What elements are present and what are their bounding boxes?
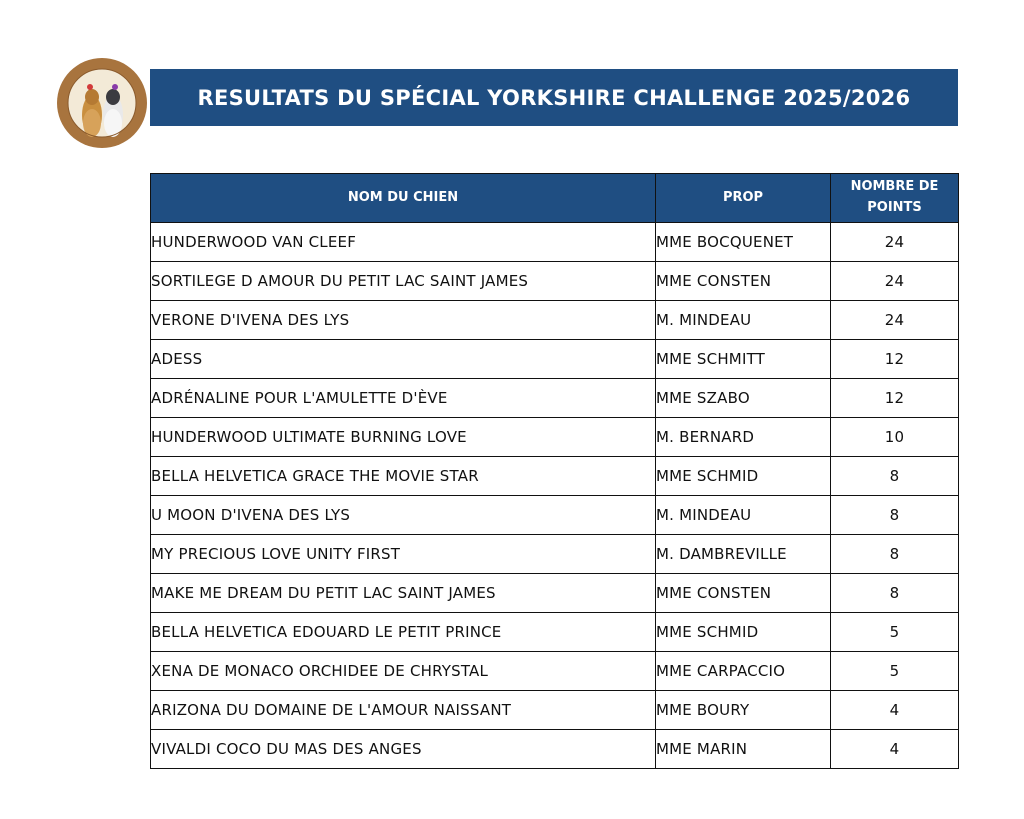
owner-cell: M. MINDEAU xyxy=(656,301,831,340)
table-row xyxy=(151,691,959,730)
dog-name-cell: ARIZONA DU DOMAINE DE L'AMOUR NAISSANT xyxy=(151,691,656,730)
points-cell: 8 xyxy=(831,496,959,535)
yorkshire-terrier-club-logo-icon xyxy=(56,57,148,149)
dog-name-cell: MY PRECIOUS LOVE UNITY FIRST xyxy=(151,535,656,574)
owner-cell: MME SCHMITT xyxy=(656,340,831,379)
table-row xyxy=(151,340,959,379)
column-header-points-line2: POINTS xyxy=(867,200,922,215)
points-cell: 4 xyxy=(831,691,959,730)
points-cell: 5 xyxy=(831,613,959,652)
dog-name-cell: VERONE D'IVENA DES LYS xyxy=(151,301,656,340)
owner-cell: MME CONSTEN xyxy=(656,262,831,301)
points-cell: 24 xyxy=(831,223,959,262)
column-header-dog-name: NOM DU CHIEN xyxy=(151,174,656,223)
points-cell: 8 xyxy=(831,574,959,613)
table-row xyxy=(151,457,959,496)
dog-name-cell: XENA DE MONACO ORCHIDEE DE CHRYSTAL xyxy=(151,652,656,691)
table-body xyxy=(151,223,959,769)
table-row xyxy=(151,535,959,574)
points-cell: 8 xyxy=(831,457,959,496)
table-row xyxy=(151,574,959,613)
dog-name-cell: VIVALDI COCO DU MAS DES ANGES xyxy=(151,730,656,769)
dog-name-cell: U MOON D'IVENA DES LYS xyxy=(151,496,656,535)
owner-cell: MME BOCQUENET xyxy=(656,223,831,262)
dog-name-cell: ADESS xyxy=(151,340,656,379)
owner-cell: MME CONSTEN xyxy=(656,574,831,613)
column-header-owner: PROP xyxy=(656,174,831,223)
owner-cell: MME SCHMID xyxy=(656,613,831,652)
table-row xyxy=(151,496,959,535)
title-banner xyxy=(150,69,958,126)
column-header-points-line1: NOMBRE DE xyxy=(850,179,939,195)
page-title: RESULTATS DU SPÉCIAL YORKSHIRE CHALLENGE 2025/2026 xyxy=(197,85,911,110)
table-row xyxy=(151,301,959,340)
table-row xyxy=(151,613,959,652)
table-header-row xyxy=(151,174,959,223)
owner-cell: M. BERNARD xyxy=(656,418,831,457)
table-row xyxy=(151,730,959,769)
points-cell: 24 xyxy=(831,301,959,340)
table-row xyxy=(151,262,959,301)
table-row xyxy=(151,418,959,457)
points-cell: 5 xyxy=(831,652,959,691)
table-row xyxy=(151,652,959,691)
points-cell: 4 xyxy=(831,730,959,769)
column-header-points xyxy=(831,174,959,223)
points-cell: 12 xyxy=(831,340,959,379)
table-row xyxy=(151,223,959,262)
dog-name-cell: SORTILEGE D AMOUR DU PETIT LAC SAINT JAMES xyxy=(151,262,656,301)
dog-name-cell: ADRÉNALINE POUR L'AMULETTE D'ÈVE xyxy=(151,379,656,418)
table-row xyxy=(151,379,959,418)
dog-name-cell: BELLA HELVETICA GRACE THE MOVIE STAR xyxy=(151,457,656,496)
owner-cell: M. DAMBREVILLE xyxy=(656,535,831,574)
owner-cell: MME BOURY xyxy=(656,691,831,730)
owner-cell: MME SCHMID xyxy=(656,457,831,496)
dog-name-cell: MAKE ME DREAM DU PETIT LAC SAINT JAMES xyxy=(151,574,656,613)
owner-cell: MME SZABO xyxy=(656,379,831,418)
points-cell: 24 xyxy=(831,262,959,301)
owner-cell: M. MINDEAU xyxy=(656,496,831,535)
dog-name-cell: HUNDERWOOD VAN CLEEF xyxy=(151,223,656,262)
points-cell: 8 xyxy=(831,535,959,574)
owner-cell: MME CARPACCIO xyxy=(656,652,831,691)
points-cell: 10 xyxy=(831,418,959,457)
dog-name-cell: BELLA HELVETICA EDOUARD LE PETIT PRINCE xyxy=(151,613,656,652)
points-cell: 12 xyxy=(831,379,959,418)
results-table xyxy=(150,173,959,769)
owner-cell: MME MARIN xyxy=(656,730,831,769)
dog-name-cell: HUNDERWOOD ULTIMATE BURNING LOVE xyxy=(151,418,656,457)
